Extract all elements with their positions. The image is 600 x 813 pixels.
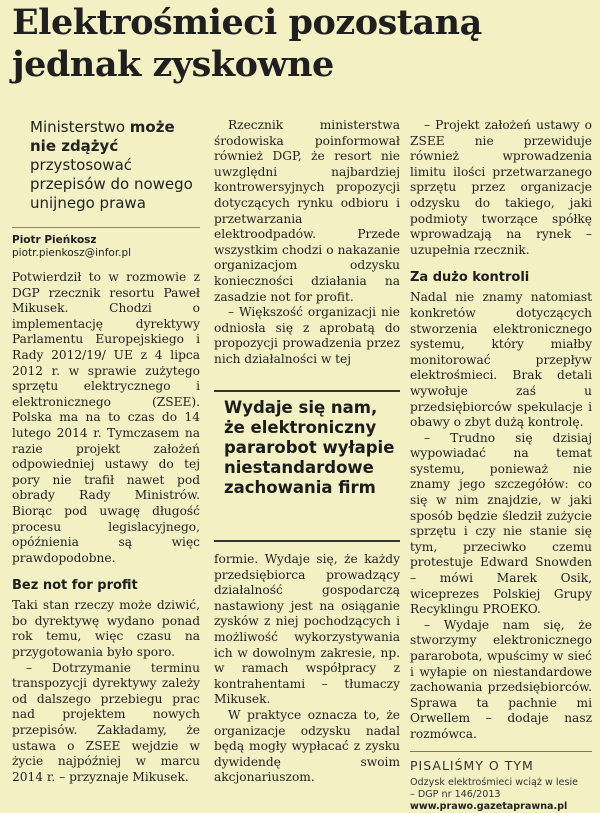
col3-paragraph-4: – Wydaje nam się, że stworzymy elektronicznego pararobota, wpuścimy w sieć i wyłapie on niestandardowe zachowania przedsiębiorców. Sprawa ta pachnie mi Orwellem – dodaje nasz rozmówca. bbox=[410, 617, 592, 741]
col3-paragraph-1: – Projekt założeń ustawy o ZSEE nie przewiduje również wprowadzenia limitu ilości przetwarzanego sprzętu przez organizacje odzysku do takiego, jaki podmioty tworzące spółkę wprowadzają na rynek – uzupełnia rzecznik. bbox=[410, 118, 592, 257]
column-2-continued bbox=[214, 552, 400, 786]
lead bbox=[30, 118, 202, 213]
related-box-title: PISALIŚMY O TYM bbox=[410, 757, 534, 773]
byline-divider bbox=[12, 227, 200, 228]
col2-paragraph-1: Rzecznik ministerstwa środowiska poinformował również DGP, że resort nie uwzględni najbardziej kontrowersyjnych propozycji dotyczących rynku odbioru i przetwarzania elektroodpadów. Przede wszystkim chodzi o nakazanie organizacjom odzysku konieczności działania na zasadzie not for profit. bbox=[214, 118, 400, 304]
headline: Elektrośmieci pozostaną jednak zyskowne bbox=[12, 2, 482, 85]
col2-paragraph-4: W praktyce oznacza to, że organizacje odzysku nadal będą mogły wypłacać z zysku dywidendę swoim akcjonariuszom. bbox=[214, 707, 400, 785]
subhead-za-duzo-kontroli: Za dużo kontroli bbox=[410, 270, 530, 286]
byline-author: Piotr Pieńkosz bbox=[12, 234, 97, 246]
col1-paragraph-3: – Dotrzymanie terminu transpozycji dyrektywy zależy od dalszego przebiegu prac nad projektem nowych przepisów. Zakładamy, że ustawa o ZSEE wejdzie w życie najpóźniej w marcu 2014 r. – przyznaje Mikusek. bbox=[12, 660, 200, 784]
byline-email[interactable]: piotr.pienkosz@infor.pl bbox=[12, 247, 132, 259]
related-box-text-1: Odzysk elektrośmieci wciąż w lesie bbox=[410, 776, 579, 788]
lead-part2: przystosować przepisów do nowego unijnego prawa bbox=[30, 156, 193, 212]
column-1 bbox=[12, 118, 200, 785]
pull-quote: Wydaje się nam, że elektroniczny pararobot wyłapie niestandardowe zachowania firm bbox=[224, 398, 395, 497]
col1-paragraph-2: Taki stan rzeczy może dziwić, bo dyrektywę wydano ponad rok temu, więc czasu na przygotowania było sporo. bbox=[12, 598, 200, 660]
related-box-text-2: – DGP nr 146/2013 bbox=[410, 788, 501, 800]
col2-paragraph-3: formie. Wydaje się, że każdy przedsiębiorca prowadzący działalność gospodarczą nastawiony jest na osiąganie zysków z niej pochodzących i możliwość wykorzystywania ich w dowolnym zakresie, np. w ramach współpracy z kontrahentami – tłumaczy Mikusek. bbox=[214, 552, 400, 707]
pull-quote-bottom-rule bbox=[214, 540, 400, 542]
lead-part1: Ministerstwo bbox=[30, 118, 130, 136]
col2-paragraph-2: – Większość organizacji nie odniosła się z aprobatą do propozycji prowadzenia przez nich działalności w tej bbox=[214, 305, 400, 366]
column-3 bbox=[410, 118, 592, 813]
lead-bold: może nie zdążyć bbox=[30, 118, 175, 155]
col3-paragraph-3: – Trudno się dzisiaj wypowiadać na temat systemu, ponieważ nie znamy jego szczegółów: co się w nim znajdzie, w jaki sposób będzie śledził zużycie sprzętu i czy nie stanie się tym, przeciwko czemu protestuje Edward Snowden – mówi Marek Osik, wiceprezes Polskiej Grupy Recyklingu PROEKO. bbox=[410, 430, 592, 617]
pull-quote-top-rule bbox=[214, 390, 400, 392]
related-box-divider bbox=[410, 751, 592, 752]
related-box-link[interactable]: www.prawo.gazetaprawna.pl bbox=[410, 800, 568, 812]
col1-paragraph-1: Potwierdził to w rozmowie z DGP rzecznik resortu Paweł Mikusek. Chodzi o implementację dyrektywy Parlamentu Europejskiego i Rady 2012/19/ UE z 4 lipca 2012 r. w sprawie zużytego sprzętu elektrycznego i elektronicznego (ZSEE). Polska ma na to czas do 14 lutego 2014 r. Tymczasem na razie projekt założeń odpowiedniej ustawy do tej pory nie trafił nawet pod obrady Rady Ministrów. Biorąc pod uwagę długość procesu legislacyjnego, opóźnienia są więc prawdopodobne. bbox=[12, 270, 200, 565]
column-2 bbox=[214, 118, 400, 368]
subhead-bez-not-for-profit: Bez not for profit bbox=[12, 578, 138, 594]
col3-paragraph-2: Nadal nie znamy natomiast konkretów dotyczących stworzenia elektronicznego systemu, który miałby monitorować przepływ elektrośmieci. Brak detali wywołuje zaś u przedsiębiorców spekulacje i obawy o zbyt dużą kontrolę. bbox=[410, 290, 592, 430]
